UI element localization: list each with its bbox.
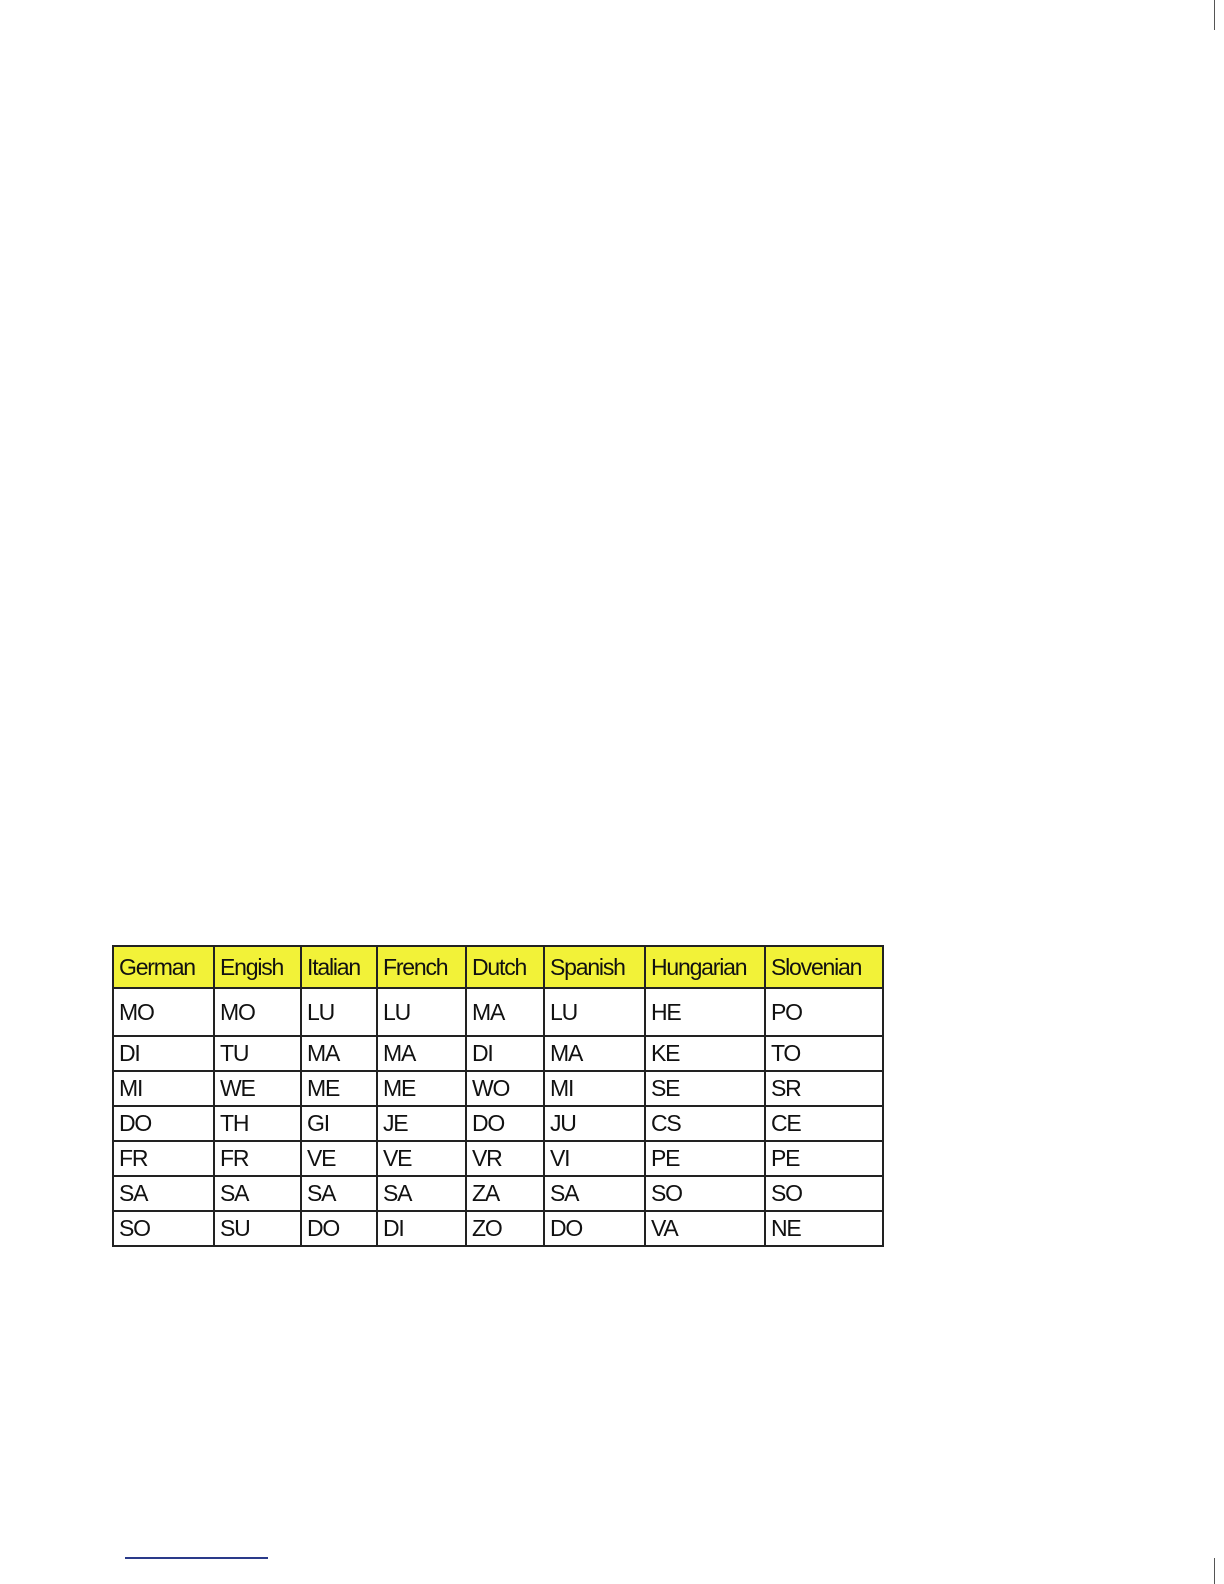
table-cell: MA xyxy=(377,1036,466,1071)
table-row xyxy=(113,1071,883,1106)
table-cell: DI xyxy=(113,1036,214,1071)
table-cell: DO xyxy=(113,1106,214,1141)
table-cell: JU xyxy=(544,1106,645,1141)
table-cell: ZO xyxy=(466,1211,544,1246)
column-header: Slovenian xyxy=(765,946,883,988)
table-cell: SO xyxy=(765,1176,883,1211)
table-cell: LU xyxy=(377,988,466,1036)
column-header: Italian xyxy=(301,946,377,988)
table-cell: GI xyxy=(301,1106,377,1141)
table-cell: CE xyxy=(765,1106,883,1141)
table-header xyxy=(113,946,883,988)
table-cell: VI xyxy=(544,1141,645,1176)
table-cell: SA xyxy=(377,1176,466,1211)
table-row xyxy=(113,1176,883,1211)
footnote-separator xyxy=(125,1557,268,1559)
table-cell: VE xyxy=(301,1141,377,1176)
table-cell: MI xyxy=(544,1071,645,1106)
table-cell: MO xyxy=(214,988,301,1036)
table-cell: CS xyxy=(645,1106,765,1141)
table-cell: TH xyxy=(214,1106,301,1141)
table-body xyxy=(113,988,883,1246)
table-cell: DO xyxy=(301,1211,377,1246)
table-cell: PE xyxy=(765,1141,883,1176)
table-cell: SA xyxy=(113,1176,214,1211)
table-cell: DI xyxy=(466,1036,544,1071)
table-cell: TU xyxy=(214,1036,301,1071)
table-cell: DO xyxy=(466,1106,544,1141)
table-cell: MA xyxy=(466,988,544,1036)
table-cell: MA xyxy=(301,1036,377,1071)
table-cell: JE xyxy=(377,1106,466,1141)
table-cell: ME xyxy=(301,1071,377,1106)
table-cell: SU xyxy=(214,1211,301,1246)
table-cell: SA xyxy=(214,1176,301,1211)
table-cell: SR xyxy=(765,1071,883,1106)
table-cell: VA xyxy=(645,1211,765,1246)
table-cell: FR xyxy=(113,1141,214,1176)
table-cell: SO xyxy=(645,1176,765,1211)
table-cell: SO xyxy=(113,1211,214,1246)
table-row xyxy=(113,1141,883,1176)
table-cell: KE xyxy=(645,1036,765,1071)
table-row xyxy=(113,1036,883,1071)
weekday-abbreviation-table xyxy=(112,945,884,1247)
table-cell: HE xyxy=(645,988,765,1036)
page-edge xyxy=(1209,0,1224,1584)
table-cell: WE xyxy=(214,1071,301,1106)
table-cell: FR xyxy=(214,1141,301,1176)
table-cell: VE xyxy=(377,1141,466,1176)
column-header: French xyxy=(377,946,466,988)
table-row xyxy=(113,1106,883,1141)
column-header: Dutch xyxy=(466,946,544,988)
table-cell: LU xyxy=(544,988,645,1036)
column-header: Spanish xyxy=(544,946,645,988)
table-cell: MA xyxy=(544,1036,645,1071)
table-cell: PO xyxy=(765,988,883,1036)
table-row xyxy=(113,988,883,1036)
table-cell: NE xyxy=(765,1211,883,1246)
column-header: Hungarian xyxy=(645,946,765,988)
table-cell: SA xyxy=(301,1176,377,1211)
table-cell: ZA xyxy=(466,1176,544,1211)
table-cell: SA xyxy=(544,1176,645,1211)
table-cell: MO xyxy=(113,988,214,1036)
column-header: Engish xyxy=(214,946,301,988)
table-cell: WO xyxy=(466,1071,544,1106)
table-row xyxy=(113,1211,883,1246)
table-cell: SE xyxy=(645,1071,765,1106)
table-cell: DI xyxy=(377,1211,466,1246)
table-cell: LU xyxy=(301,988,377,1036)
table-cell: VR xyxy=(466,1141,544,1176)
table-cell: TO xyxy=(765,1036,883,1071)
table-cell: PE xyxy=(645,1141,765,1176)
table-cell: DO xyxy=(544,1211,645,1246)
header-row xyxy=(113,946,883,988)
table-cell: MI xyxy=(113,1071,214,1106)
column-header: German xyxy=(113,946,214,988)
table-cell: ME xyxy=(377,1071,466,1106)
